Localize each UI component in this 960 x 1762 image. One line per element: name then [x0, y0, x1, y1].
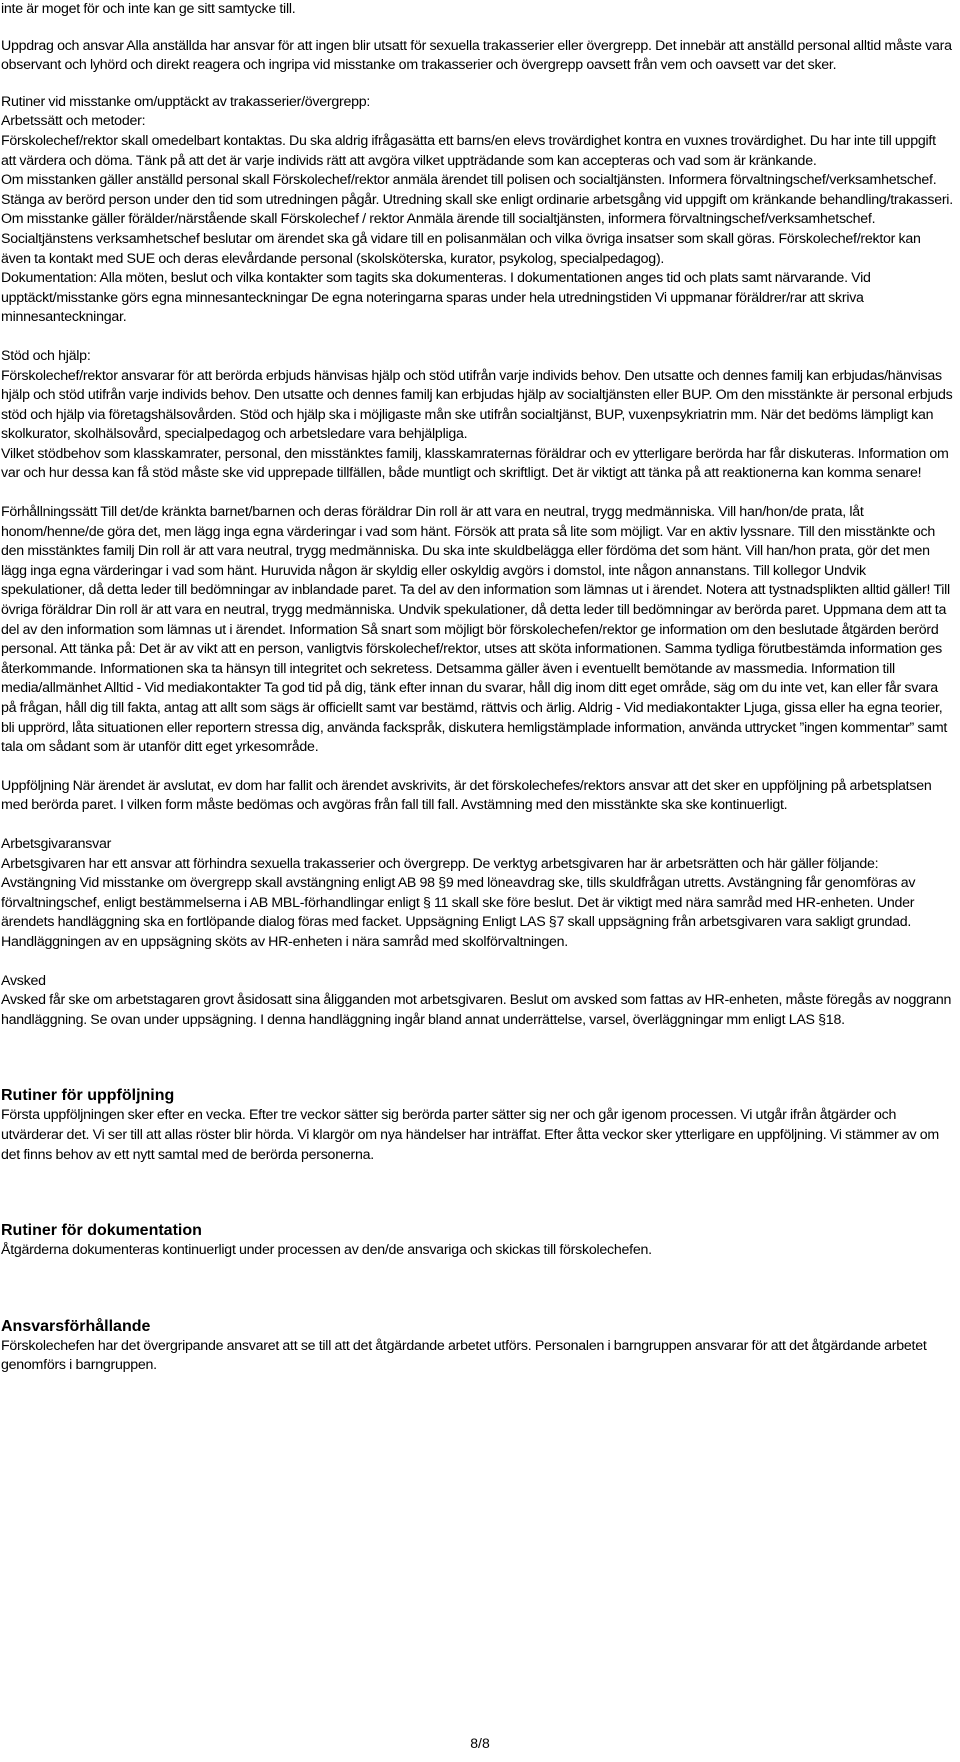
spacer [1, 1030, 953, 1085]
approach-paragraph: Förhållningssätt Till det/de kränkta barnet/barnen och deras föräldrar Din roll är att vara en neutral, trygg medmänniska. Vill han/hon/de prata, låt honom/henne/de göra det, men lägg inga egna värderingar i vad som hänt. Försök att prata så lite som möjligt. Var en aktiv lyssnare. Till den misstänkte och den misstänktes familj Din roll är att vara neutral, trygg medmänniska. Du ska inte skuldbelägga eller fördöma det som hänt. Vill han/hon prata, gör det men lägg inga egna värderingar i vad som hänt. Huruvida någon är skyldig eller oskyldig avgörs i domstol, inte någon annanstans. Till kollegor Undvik spekulationer, då detta leder till bedömningar av inblandade paret. Ta del av den information som lämnas ut i ärendet. Notera att tystnadsplikten alltid gäller! Till övriga föräldrar Din roll är att vara en neutral, trygg medmänniska. Undvik spekulationer, då detta leder till bedömningar av berörda paret. Uppmana dem att ta del av den information som lämnas ut i ärendet. Information Så snart som möjligt bör förskolechefen/rektor ge information om den beslutade åtgärden berörd personal. Att tänka på: Det är av vikt att en person, vanligtvis förskolechef/rektor, utses att sköta informationen. Samma tydliga förutbestämda information ges återkommande. Informationen ska ta hänsyn till integritet och sekretess. Detsamma gäller även i eventuellt bemötande av massmedia. Information till media/allmänhet Alltid - Vid mediakontakter Ta god tid på dig, tänk efter innan du svarar, håll dig inom ditt eget område, säg om du inte vet, kan eller får svara på frågan, håll dig till fakta, antag att allt som sägs är officiellt samt var bestämd, rättvis och ärlig. Aldrig - Vid mediakontakter Ljuga, gissa eller ha egna teorier, bli upprörd, låta situationen eller reportern stressa dig, använda fackspråk, diskutera hemligstämplade information, använda uttrycket ”ingen kommentar” samt tala om sådant som är utanför ditt eget yrkesområde. [1, 504, 950, 756]
spacer [1, 20, 953, 37]
section-text-responsibility: Förskolechefen har det övergripande ansvaret att se till att det åtgärdande arbetet utförs. Personalen i barngruppen ansvarar för att det åtgärdande arbetet genomförs i barngruppen. [1, 1337, 927, 1374]
support-needs-paragraph: Vilket stödbehov som klasskamrater, personal, den misstänktes familj, klasskamraternas föräldrar och ev ytterligare berörda har får diskuteras. Information om var och hur dessa kan få stöd måste ske vid upprepade tillfällen, både muntligt och skriftligt. Det är viktigt att tänka på att reaktionerna kan komma senare! [1, 445, 949, 482]
routines-heading: Rutiner vid misstanke om/upptäckt av trakasserier/övergrepp: [1, 93, 371, 110]
section-text-followup: Första uppföljningen sker efter en vecka. Efter tre veckor sätter sig berörda parter sätter sig ner och går igenom processen. Vi utgår ifrån åtgärder och utvärderar det. Vi ser till att allas röster blir hörda. Vi klargör om nya händelser har inträffat. Efter åtta veckor sker ytterligare en uppföljning. Vi stämmer av om det finns behov av ett nytt samtal med de berörda personerna. [1, 1107, 939, 1163]
support-heading: Stöd och hjälp: [1, 347, 91, 364]
section-heading-documentation: Rutiner för dokumentation [1, 1222, 202, 1240]
spacer [1, 758, 953, 777]
responsibility-paragraph: Uppdrag och ansvar Alla anställda har ansvar för att ingen blir utsatt för sexuella trakasserier eller övergrepp. Det innebär att anställd personal alltid måste vara observant och lyhörd och direkt reagera och ingripa vid misstanke om trakasserier och övergrepp oavsett från vem och oavsett var det sker. [1, 37, 952, 74]
spacer [1, 953, 953, 972]
employer-heading: Arbetsgivaransvar [1, 835, 112, 852]
dismissal-heading: Avsked [1, 972, 46, 989]
documentation-paragraph: Dokumentation: Alla möten, beslut och vilka kontakter som tagits ska dokumenteras. I dokumentationen anges tid och plats samt närvarande. Vid upptäckt/misstanke görs egna minnesanteckningar De egna noteringarna sparas under hela utredningstiden Vi uppmanar föräldrer/rar att skriva minnesanteckningar. [1, 270, 871, 326]
section-heading-responsibility: Ansvarsförhållande [1, 1317, 151, 1335]
page-number: 8/8 [470, 1735, 490, 1751]
methods-label: Arbetssätt och metoder: [1, 113, 146, 130]
spacer [1, 484, 953, 503]
spacer [1, 328, 953, 347]
followup-paragraph: Uppföljning När ärendet är avslutat, ev dom har fallit och ärendet avskrivits, är det förskolechefes/rektors ansvar att det sker en uppföljning på arbetsplatsen med berörda paret. I vilken form måste bedömas och avgöras från fall till fall. Avstämning med den misstänkte ska ske kontinuerligt. [1, 777, 932, 814]
parent-suspicion-paragraph: Om misstanke gäller förälder/närstående skall Förskolechef / rektor Anmäla ärende till socialtjänsten, informera förvaltningschef/verksamhetschef. Socialtjänstens verksamhetschef beslutar om ärendet ska gå vidare till en polisanmälan och vilka övriga insatser som skall göras. Förskolechef/rektor kan även ta kontakt med SUE och deras elevårdande personal (skolsköterska, kurator, psykolog, specialpedagog). [1, 211, 921, 267]
intro-paragraph: inte är moget för och inte kan ge sitt samtycke till. [1, 1, 296, 17]
spacer [1, 816, 953, 835]
section-heading-followup: Rutiner för uppföljning [1, 1087, 175, 1105]
spacer [1, 1165, 953, 1220]
support-paragraph: Förskolechef/rektor ansvarar för att berörda erbjuds hänvisas hjälp och stöd utifrån varje individs behov. Den utsatte och dennes familj kan erbjudas/hänvisas hjälp och stöd utifrån varje individs behov. Den utsatte och dennes familj kan erbjudas hjälp av socialtjänsten eller BUP. Om den misstänkte är personal erbjuds stöd och hjälp via företagshälsovården. Stöd och hjälp ska i möjligaste mån ske utifrån socialtjänst, BUP, vuxenpsykriatrin mm. När det bedöms lämpligt kan skolkurator, skolhälsovård, specialpedagog och arbetsledare vara behjälpliga. [1, 367, 953, 443]
section-text-documentation: Åtgärderna dokumenteras kontinuerligt under processen av den/de ansvariga och skickas till förskolechefen. [1, 1242, 652, 1259]
dismissal-paragraph: Avsked får ske om arbetstagaren grovt åsidosatt sina åligganden mot arbetsgivaren. Beslut om avsked som fattas av HR-enheten, måste föregås av noggrann handläggning. Se ovan under uppsägning. I denna handläggning ingår bland annat underrättelse, varsel, överläggningar mm enligt LAS §18. [1, 992, 952, 1028]
spacer [1, 1261, 953, 1316]
employer-paragraph: Arbetsgivaren har ett ansvar att förhindra sexuella trakasserier och övergrepp. De verktyg arbetsgivaren har är arbetsrätten och här gäller följande: Avstängning Vid misstanke om övergrepp skall avstängning enligt AB 98 §9 med löneavdrag ske, tills skuldfrågan utretts. Avstängning får genomföras av förvaltningschef, enligt bestämmelserna i AB MBL-förhandlingar enligt § 11 skall ske före beslut. Det är viktigt med nära samråd med HR-enheten. Under ärendets handläggning ska en fortlöpande dialog föras med facket. Uppsägning Enligt LAS §7 skall uppsägning från arbetsgivaren vara sakligt grundad. Handläggningen av en uppsägning sköts av HR-enheten i nära samråd med skolförvaltningen. [1, 855, 916, 950]
spacer [1, 76, 953, 93]
contact-paragraph: Förskolechef/rektor skall omedelbart kontaktas. Du ska aldrig ifrågasätta ett barns/en elevs trovärdighet kontra en vuxnes trovärdighet. Du har inte till uppgift att värdera och döma. Tänk på att det är varje individs rätt att avgöra vilket uppträdande som kan accepteras och vad som är kränkande. [1, 132, 936, 169]
staff-suspicion-paragraph: Om misstanken gäller anställd personal skall Förskolechef/rektor anmäla ärendet till polisen och socialtjänsten. Informera förvaltningschef/verksamhetschef. Stänga av berörd person under den tid som utredningen pågår. Utredning skall ske enligt ordinarie arbetsgång vid uppgift om kränkande behandling/trakasseri. [1, 172, 953, 208]
